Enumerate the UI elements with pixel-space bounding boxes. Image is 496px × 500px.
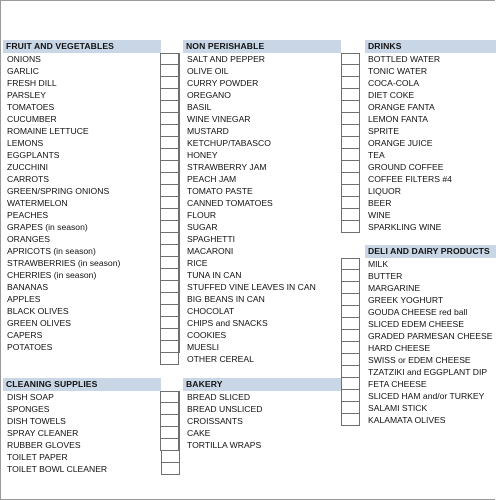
item-checkbox[interactable]: [160, 53, 179, 65]
list-item: [183, 439, 341, 451]
list-item: [365, 113, 496, 125]
list-item: [183, 427, 341, 439]
item-checkbox[interactable]: [341, 161, 360, 173]
item-checkbox[interactable]: [160, 269, 179, 281]
item-checkbox[interactable]: [341, 330, 360, 342]
item-checkbox[interactable]: [341, 65, 360, 77]
item-label: BASIL: [187, 102, 212, 112]
item-label: TUNA IN CAN: [187, 270, 242, 280]
list-item: [365, 378, 496, 390]
list-item: [365, 149, 496, 161]
item-checkbox[interactable]: [341, 294, 360, 306]
list-item: [365, 221, 496, 233]
list-item: [365, 354, 496, 366]
item-checkbox[interactable]: [341, 101, 360, 113]
list-item: [3, 173, 179, 185]
item-label: HARD CHEESE: [368, 343, 431, 353]
item-label: SALT AND PEPPER: [187, 54, 266, 64]
list-item: [365, 161, 496, 173]
item-checkbox[interactable]: [341, 137, 360, 149]
list-item: [183, 161, 341, 173]
item-label: GREEN/SPRING ONIONS: [7, 186, 110, 196]
list-item: [3, 451, 179, 463]
item-label: FRESH DILL: [7, 78, 57, 88]
list-item: [365, 101, 496, 113]
item-label: SLICED EDEM CHEESE: [368, 319, 464, 329]
item-label: BEER: [368, 198, 392, 208]
item-label: POTATOES: [7, 342, 53, 352]
list-item: [3, 221, 179, 233]
list-item: [3, 269, 179, 281]
list-item: [365, 125, 496, 137]
item-label: GRAPES (in season): [7, 222, 88, 232]
list-item: [365, 294, 496, 306]
list-item: [183, 305, 341, 317]
item-label: SPRITE: [368, 126, 400, 136]
list-item: [183, 113, 341, 125]
item-label: OLIVE OIL: [187, 66, 229, 76]
item-checkbox[interactable]: [341, 306, 360, 318]
item-label: GRADED PARMESAN CHEESE: [368, 331, 493, 341]
list-item: [365, 53, 496, 65]
item-label: PEACHES: [7, 210, 49, 220]
list-item: [183, 317, 341, 329]
list-item: [183, 281, 341, 293]
item-checkbox[interactable]: [341, 282, 360, 294]
list-item: [183, 209, 341, 221]
item-label: ROMAINE LETTUCE: [7, 126, 89, 136]
list-item: [365, 390, 496, 402]
section-bakery: [183, 378, 341, 451]
list-item: [3, 113, 179, 125]
item-label: BANANAS: [7, 282, 49, 292]
item-label: COFFEE FILTERS #4: [368, 174, 452, 184]
item-checkbox[interactable]: [160, 281, 179, 293]
list-item: [3, 197, 179, 209]
item-checkbox[interactable]: [160, 161, 179, 173]
item-label: PARSLEY: [7, 90, 47, 100]
item-label: BOTTLED WATER: [368, 54, 441, 64]
item-label: SPONGES: [7, 404, 50, 414]
item-checkbox[interactable]: [341, 270, 360, 282]
item-label: CROISSANTS: [187, 416, 243, 426]
list-item: [3, 281, 179, 293]
item-label: TONIC WATER: [368, 66, 428, 76]
item-label: MUESLI: [187, 342, 219, 352]
item-checkbox[interactable]: [160, 149, 179, 161]
item-checkbox[interactable]: [160, 221, 179, 233]
list-item: [3, 77, 179, 89]
item-label: FETA CHEESE: [368, 379, 427, 389]
list-item: [183, 149, 341, 161]
list-item: [365, 402, 496, 414]
item-label: CANNED TOMATOES: [187, 198, 273, 208]
list-item: [3, 89, 179, 101]
list-item: [183, 293, 341, 305]
item-label: GOUDA CHEESE red ball: [368, 307, 468, 317]
item-label: LIQUOR: [368, 186, 401, 196]
item-checkbox[interactable]: [160, 391, 179, 403]
list-item: [183, 329, 341, 341]
item-checkbox[interactable]: [341, 354, 360, 366]
section-title: DRINKS: [365, 40, 496, 53]
item-label: BLACK OLIVES: [7, 306, 69, 316]
list-item: [3, 53, 179, 65]
list-item: [3, 403, 179, 415]
item-label: HONEY: [187, 150, 218, 160]
item-label: CARROTS: [7, 174, 50, 184]
item-checkbox[interactable]: [341, 113, 360, 125]
section-title: BAKERY: [183, 378, 341, 391]
list-item: [3, 233, 179, 245]
item-label: GREEK YOGHURT: [368, 295, 444, 305]
item-checkbox[interactable]: [160, 317, 179, 329]
list-item: [3, 341, 179, 353]
item-label: KETCHUP/TABASCO: [187, 138, 271, 148]
list-item: [3, 305, 179, 317]
item-checkbox[interactable]: [160, 173, 179, 185]
item-label: TEA: [368, 150, 385, 160]
item-checkbox[interactable]: [341, 390, 360, 402]
list-item: [3, 427, 179, 439]
list-item: [183, 415, 341, 427]
item-label: ONIONS: [7, 54, 41, 64]
list-item: [183, 101, 341, 113]
item-label: TOMATOES: [7, 102, 55, 112]
item-label: CURRY POWDER: [187, 78, 259, 88]
item-label: OREGANO: [187, 90, 231, 100]
list-item: [183, 125, 341, 137]
item-label: TOILET BOWL CLEANER: [7, 464, 108, 474]
list-item: [3, 391, 179, 403]
list-item: [183, 173, 341, 185]
section-non-perishable: [183, 40, 341, 365]
item-label: APRICOTS (in season): [7, 246, 96, 256]
item-label: GROUND COFFEE: [368, 162, 444, 172]
list-item: [3, 317, 179, 329]
item-checkbox[interactable]: [341, 185, 360, 197]
item-checkbox[interactable]: [160, 209, 179, 221]
item-checkbox[interactable]: [341, 402, 360, 414]
item-checkbox[interactable]: [160, 305, 179, 317]
item-label: MILK: [368, 259, 389, 269]
item-label: TORTILLA WRAPS: [187, 440, 262, 450]
list-item: [3, 185, 179, 197]
list-item: [3, 257, 179, 269]
item-label: WINE VINEGAR: [187, 114, 251, 124]
item-label: KALAMATA OLIVES: [368, 415, 446, 425]
list-item: [183, 53, 341, 65]
section-title: DELI AND DAIRY PRODUCTS: [365, 245, 496, 258]
list-item: [365, 342, 496, 354]
item-checkbox[interactable]: [160, 353, 179, 365]
item-checkbox[interactable]: [160, 415, 179, 427]
item-checkbox[interactable]: [160, 427, 179, 439]
list-item: [365, 318, 496, 330]
item-checkbox[interactable]: [160, 403, 179, 415]
section-drinks: [365, 40, 496, 233]
list-item: [365, 414, 496, 426]
item-label: APPLES: [7, 294, 41, 304]
list-item: [365, 89, 496, 101]
item-checkbox[interactable]: [160, 89, 179, 101]
item-label: TZATZIKI and EGGPLANT DIP: [368, 367, 488, 377]
item-checkbox[interactable]: [341, 366, 360, 378]
list-item: [183, 257, 341, 269]
item-checkbox[interactable]: [160, 257, 179, 269]
item-label: OTHER CEREAL: [187, 354, 254, 364]
item-label: RUBBER GLOVES: [7, 440, 81, 450]
item-checkbox[interactable]: [341, 89, 360, 101]
item-checkbox[interactable]: [160, 101, 179, 113]
item-checkbox[interactable]: [341, 221, 360, 233]
list-item: [365, 197, 496, 209]
item-label: WINE: [368, 210, 391, 220]
item-checkbox[interactable]: [341, 149, 360, 161]
item-checkbox[interactable]: [160, 125, 179, 137]
item-label: TOMATO PASTE: [187, 186, 253, 196]
list-item: [183, 403, 341, 415]
list-item: [365, 366, 496, 378]
list-item: [365, 65, 496, 77]
item-checkbox[interactable]: [160, 245, 179, 257]
item-label: CHIPS and SNACKS: [187, 318, 268, 328]
item-checkbox[interactable]: [160, 113, 179, 125]
list-item: [365, 173, 496, 185]
list-item: [3, 125, 179, 137]
item-label: TOILET PAPER: [7, 452, 68, 462]
list-item: [3, 415, 179, 427]
list-item: [3, 293, 179, 305]
list-item: [183, 245, 341, 257]
item-label: FLOUR: [187, 210, 217, 220]
item-checkbox[interactable]: [341, 318, 360, 330]
item-checkbox[interactable]: [341, 173, 360, 185]
item-label: STUFFED VINE LEAVES IN CAN: [187, 282, 316, 292]
list-item: [3, 137, 179, 149]
item-label: MACARONI: [187, 246, 234, 256]
list-item: [365, 270, 496, 282]
list-item: [183, 137, 341, 149]
item-checkbox[interactable]: [160, 65, 179, 77]
item-label: ORANGES: [7, 234, 50, 244]
item-checkbox[interactable]: [160, 197, 179, 209]
item-checkbox[interactable]: [341, 77, 360, 89]
item-checkbox[interactable]: [160, 329, 179, 341]
item-label: STRAWBERRIES (in season): [7, 258, 121, 268]
item-label: COCA-COLA: [368, 78, 420, 88]
item-label: BREAD SLICED: [187, 392, 251, 402]
list-item: [183, 269, 341, 281]
item-label: BIG BEANS IN CAN: [187, 294, 265, 304]
item-label: WATERMELON: [7, 198, 68, 208]
section-fruit-and-vegetables: [3, 40, 179, 353]
item-checkbox[interactable]: [161, 463, 180, 475]
list-item: [3, 245, 179, 257]
item-label: CHERRIES (in season): [7, 270, 97, 280]
item-label: BREAD UNSLICED: [187, 404, 263, 414]
item-checkbox[interactable]: [160, 185, 179, 197]
item-checkbox[interactable]: [341, 414, 360, 426]
item-label: SPARKLING WINE: [368, 222, 442, 232]
item-label: SWISS or EDEM CHEESE: [368, 355, 471, 365]
item-label: ORANGE FANTA: [368, 102, 435, 112]
list-item: [3, 65, 179, 77]
item-label: SALAMI STICK: [368, 403, 428, 413]
item-checkbox[interactable]: [341, 125, 360, 137]
item-label: RICE: [187, 258, 208, 268]
item-checkbox[interactable]: [160, 233, 179, 245]
list-item: [183, 77, 341, 89]
item-checkbox[interactable]: [341, 342, 360, 354]
item-label: CHOCOLAT: [187, 306, 235, 316]
item-label: BUTTER: [368, 271, 403, 281]
list-item: [3, 209, 179, 221]
list-item: [3, 329, 179, 341]
list-item: [183, 221, 341, 233]
item-label: SPRAY CLEANER: [7, 428, 79, 438]
list-item: [365, 282, 496, 294]
item-checkbox[interactable]: [160, 77, 179, 89]
item-label: ORANGE JUICE: [368, 138, 433, 148]
list-item: [183, 353, 341, 365]
list-item: [183, 391, 341, 403]
list-item: [365, 77, 496, 89]
item-label: STRAWBERRY JAM: [187, 162, 267, 172]
item-label: SUGAR: [187, 222, 218, 232]
item-label: DISH TOWELS: [7, 416, 66, 426]
item-label: ZUCCHINI: [7, 162, 49, 172]
list-item: [365, 137, 496, 149]
item-label: CAKE: [187, 428, 211, 438]
section-title: NON PERISHABLE: [183, 40, 341, 53]
list-item: [183, 197, 341, 209]
list-item: [183, 185, 341, 197]
item-label: DIET COKE: [368, 90, 415, 100]
section-title: FRUIT AND VEGETABLES: [3, 40, 161, 53]
item-checkbox[interactable]: [160, 341, 179, 353]
section-deli-and-dairy-products: [365, 245, 496, 426]
item-checkbox[interactable]: [341, 258, 360, 270]
list-item: [3, 161, 179, 173]
list-item: [365, 306, 496, 318]
item-label: PEACH JAM: [187, 174, 237, 184]
section-cleaning-supplies: [3, 378, 179, 475]
list-item: [3, 463, 179, 475]
item-label: CAPERS: [7, 330, 43, 340]
item-label: SLICED HAM and/or TURKEY: [368, 391, 485, 401]
item-checkbox[interactable]: [160, 293, 179, 305]
list-item: [3, 101, 179, 113]
item-checkbox[interactable]: [341, 378, 360, 390]
item-checkbox[interactable]: [161, 451, 180, 463]
item-label: LEMON FANTA: [368, 114, 429, 124]
item-label: LEMONS: [7, 138, 44, 148]
list-item: [3, 439, 179, 451]
item-label: CUCUMBER: [7, 114, 57, 124]
item-checkbox[interactable]: [160, 439, 179, 451]
item-checkbox[interactable]: [341, 53, 360, 65]
item-label: MUSTARD: [187, 126, 229, 136]
list-item: [183, 65, 341, 77]
list-item: [183, 341, 341, 353]
list-item: [3, 149, 179, 161]
item-label: COOKIES: [187, 330, 227, 340]
item-label: GREEN OLIVES: [7, 318, 71, 328]
list-item: [183, 233, 341, 245]
item-label: MARGARINE: [368, 283, 421, 293]
list-item: [183, 89, 341, 101]
list-item: [365, 330, 496, 342]
item-checkbox[interactable]: [341, 197, 360, 209]
list-item: [365, 209, 496, 221]
item-label: SPAGHETTI: [187, 234, 236, 244]
section-title: CLEANING SUPPLIES: [3, 378, 161, 391]
list-item: [365, 185, 496, 197]
item-checkbox[interactable]: [160, 137, 179, 149]
item-label: DISH SOAP: [7, 392, 54, 402]
list-item: [365, 258, 496, 270]
item-label: GARLIC: [7, 66, 39, 76]
item-label: EGGPLANTS: [7, 150, 60, 160]
item-checkbox[interactable]: [341, 209, 360, 221]
